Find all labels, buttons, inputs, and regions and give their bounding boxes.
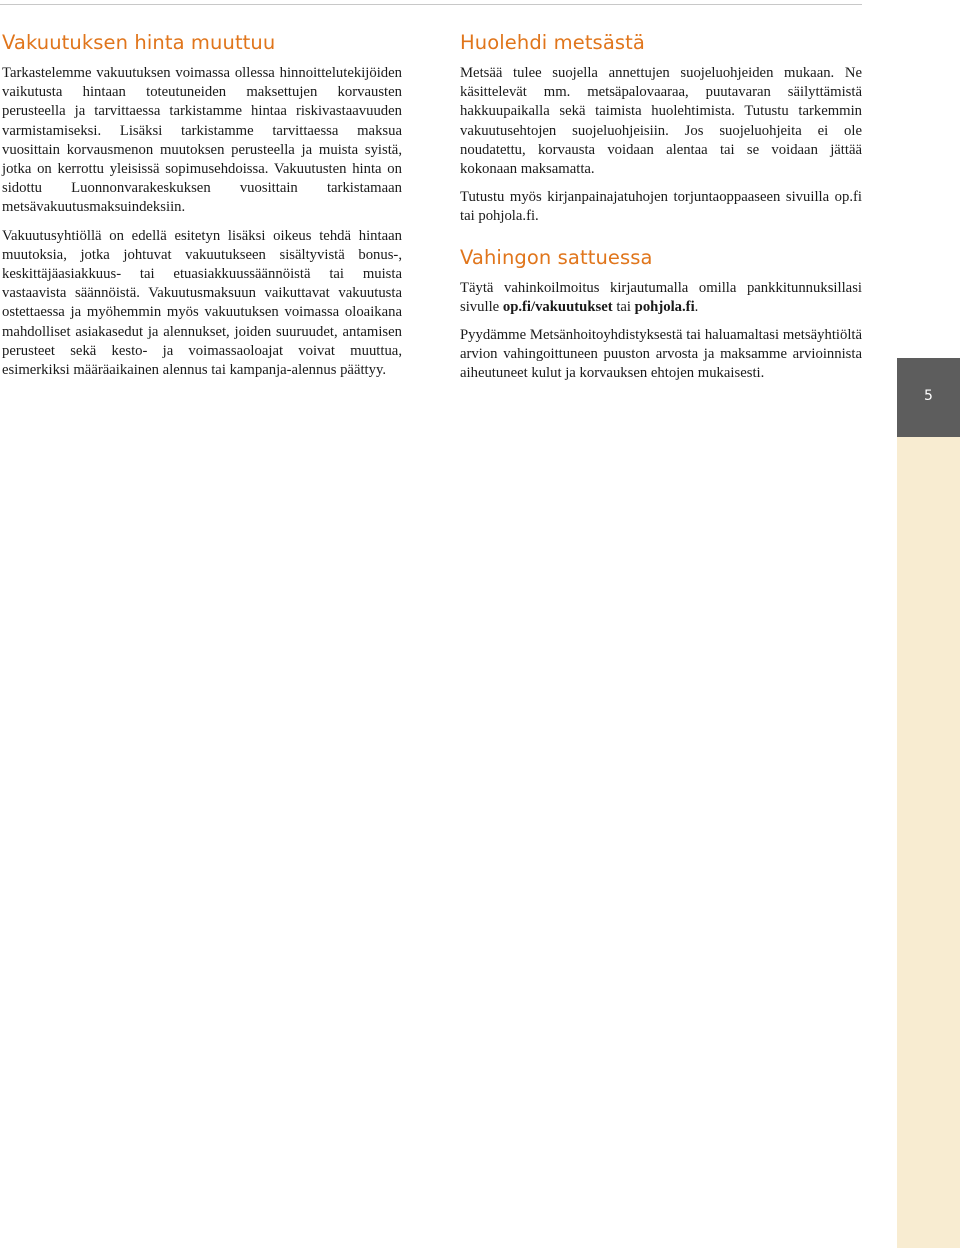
text: . (694, 298, 699, 315)
paragraph: Pyydämme Metsänhoitoyhdistyksestä tai haluamaltasi metsäyhtiöltä arvion vahingoittuneen puuston arvosta ja maksamme arvioinnista aiheutuneet kulut ja korvauksen ehtojen mukaisesti. (460, 327, 862, 382)
paragraph (460, 279, 862, 317)
paragraph: Vakuutusyhtiöllä on edellä esitetyn lisäksi oikeus tehdä hintaan muutoksia, jotka johtuvat vakuutukseen sisältyvistä bonus-, keskittäjäasiakkuus- tai etuasiakkuussäännöistä tai muista vastaavista säännöistä. Vakuutusmaksuun vaikuttavat vakuutusta ostettaessa ja myöhemmin myös vakuutuksen voimassa oloaikana mahdolliset asiakasedut ja alennukset, joiden suuruudet, antamisen perusteet sekä kesto- ja voimassaoloajat voivat muuttua, esimerkiksi määräaikainen alennus tai kampanja-alennus päättyy. (2, 227, 402, 379)
left-column (2, 30, 402, 389)
side-strip (897, 358, 960, 1248)
link-pohjola[interactable]: pohjola.fi (634, 298, 695, 315)
page-number: 5 (924, 388, 933, 404)
text: tai (612, 298, 635, 315)
link-op-vakuutukset[interactable]: op.fi/vakuutukset (502, 298, 613, 315)
section-heading-damage: Vahingon sattuessa (460, 245, 653, 269)
text: Täytä vahinkoilmoitus kirjautumalla omilla pankkitunnuksillasi sivulle (460, 279, 862, 315)
paragraph: Tarkastelemme vakuutuksen voimassa ollessa hinnoittelutekijöiden vaikutusta hintaan toteutuneiden maksettujen korvausten perusteella ja tarvittaessa tarkistamme hintaa riskivastaavuuden varmistamiseksi. Lisäksi tarkistamme tarvittaessa maksua vuosittain korvausmenon muutoksen perusteella ja muista syistä, jotka on kerrottu yleisissä sopimusehdoissa. Vakuutusten hinta on sidottu Luonnonvarakeskuksen vuosittain tarkistamaan metsävakuutusmaksuindeksiin. (2, 65, 402, 216)
paragraph: Metsää tulee suojella annettujen suojeluohjeiden mukaan. Ne käsittelevät mm. metsäpalovaaraa, puutavaran säilyttämistä hakkuupaikalla sekä taimista huolehtimista. Tutustu tarkemmin vakuutusehtojen suojeluohjeisiin. Jos suojeluohjeita ei ole noudatettu, korvausta voidaan alentaa tai se voidaan jättää kokonaan maksamatta. (460, 65, 862, 178)
page-number-tab (897, 358, 960, 437)
paragraph: Tutustu myös kirjanpainajatuhojen torjuntaoppaaseen sivuilla op.fi tai pohjola.fi. (460, 189, 862, 225)
section-heading-forest-care: Huolehdi metsästä (460, 31, 645, 54)
section-heading-price-change: Vakuutuksen hinta muuttuu (2, 31, 276, 54)
top-rule (0, 4, 862, 5)
right-column (460, 30, 862, 393)
